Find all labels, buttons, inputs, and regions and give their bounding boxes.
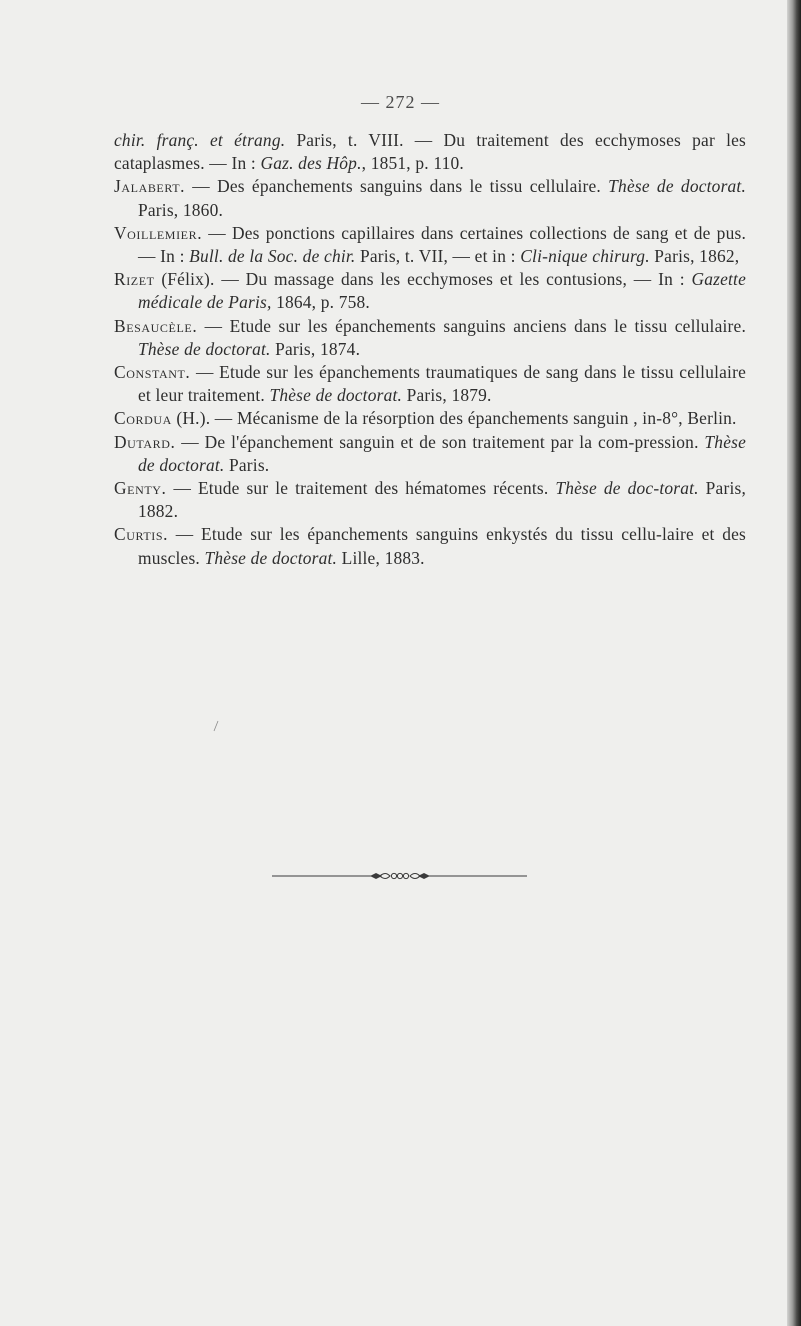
italic-text: Thèse de doctorat. [138, 431, 746, 475]
text-run: (Félix). — Du massage dans les ecchymoses et les contusions, — In : [154, 269, 692, 290]
bibliography-entries [114, 175, 746, 569]
entry-author: Jalabert. [114, 176, 186, 197]
text-run: (H.). — Mécanisme de la résorption des épanchements sanguin , in-8°, Berlin. [171, 408, 737, 429]
entry-author: Besaucèle. [114, 315, 198, 336]
bibliography-entry [114, 523, 746, 569]
italic-text: Gaz. des Hôp. [260, 153, 362, 174]
bibliography-entry [114, 175, 746, 221]
bibliography-entry [114, 315, 746, 361]
bibliography-entry [114, 222, 746, 268]
text-run: Paris, 1879. [402, 385, 492, 406]
bibliography-list [114, 129, 746, 570]
text-run: — Etude sur les épanchements traumatiques de sang dans le tissu cellulaire et leur traitement. [138, 362, 746, 406]
text-run: — Des ponctions capillaires dans certaines collections de sang et de pus. — In : [138, 222, 746, 267]
stray-pen-mark [213, 720, 219, 732]
italic-text: Thèse de doctorat. [204, 547, 338, 568]
bibliography-entry [114, 431, 746, 477]
text-run: Lille, 1883. [337, 547, 425, 568]
italic-text: Thèse de doctorat. [138, 338, 271, 359]
text-run: — Etude sur les épanchements sanguins anciens dans le tissu cellulaire. [197, 315, 746, 336]
page-number: — 272 — [361, 92, 440, 112]
entry-author: Genty. [114, 478, 167, 499]
text-run: Paris, 1874. [270, 338, 361, 359]
italic-text: Gazette médicale de Paris, [138, 269, 746, 313]
text-run: Paris, 1862, [649, 246, 740, 267]
italic-text: Bull. de la Soc. de chir. [189, 246, 356, 267]
text-run: Paris. [224, 454, 270, 475]
text-run: — Des épanchements sanguins dans le tissu cellulaire. [185, 176, 609, 197]
text-run: Paris, t. VII, — et in : [355, 246, 521, 267]
text-run: — Etude sur le traitement des hématomes récents. [166, 478, 556, 499]
text-run: Paris, 1860. [138, 199, 224, 220]
bibliography-entry [114, 268, 746, 314]
ornamental-divider [272, 869, 527, 883]
entry-author: Cordua [114, 408, 172, 429]
entry-author: Dutard. [114, 431, 176, 452]
text-run: — Etude sur les épanchements sanguins enkystés du tissu cellu-laire et des muscles. [138, 524, 746, 568]
bibliography-entry [114, 477, 746, 523]
text-run: Paris, t. VIII. — Du traitement des ecchymoses par les cataplasmes. — In : [114, 130, 747, 174]
bibliography-entry [114, 407, 746, 430]
italic-text: Cli-nique chirurg. [520, 246, 650, 267]
entry-author: Voillemier. [114, 222, 203, 243]
text-run: 1864, p. 758. [271, 292, 370, 313]
page-edge-shadow [787, 0, 801, 1326]
italic-text: Thèse de doctorat. [269, 385, 403, 406]
text-run: — De l'épanchement sanguin et de son traitement par la com-pression. [175, 431, 705, 452]
text-run: Paris, 1882. [138, 478, 746, 522]
bibliography-entry [114, 361, 746, 407]
italic-text: Thèse de doc-torat. [555, 478, 699, 499]
entry-author: Curtis. [114, 524, 169, 545]
text-run: , 1851, p. 110. [361, 153, 464, 174]
italic-text: Thèse de doctorat. [608, 176, 747, 197]
entry-author: Constant. [114, 362, 191, 383]
italic-text: chir. franç. et étrang. [114, 130, 286, 150]
entry-author: Rizet [114, 269, 155, 290]
bibliography-continuation [114, 129, 746, 175]
